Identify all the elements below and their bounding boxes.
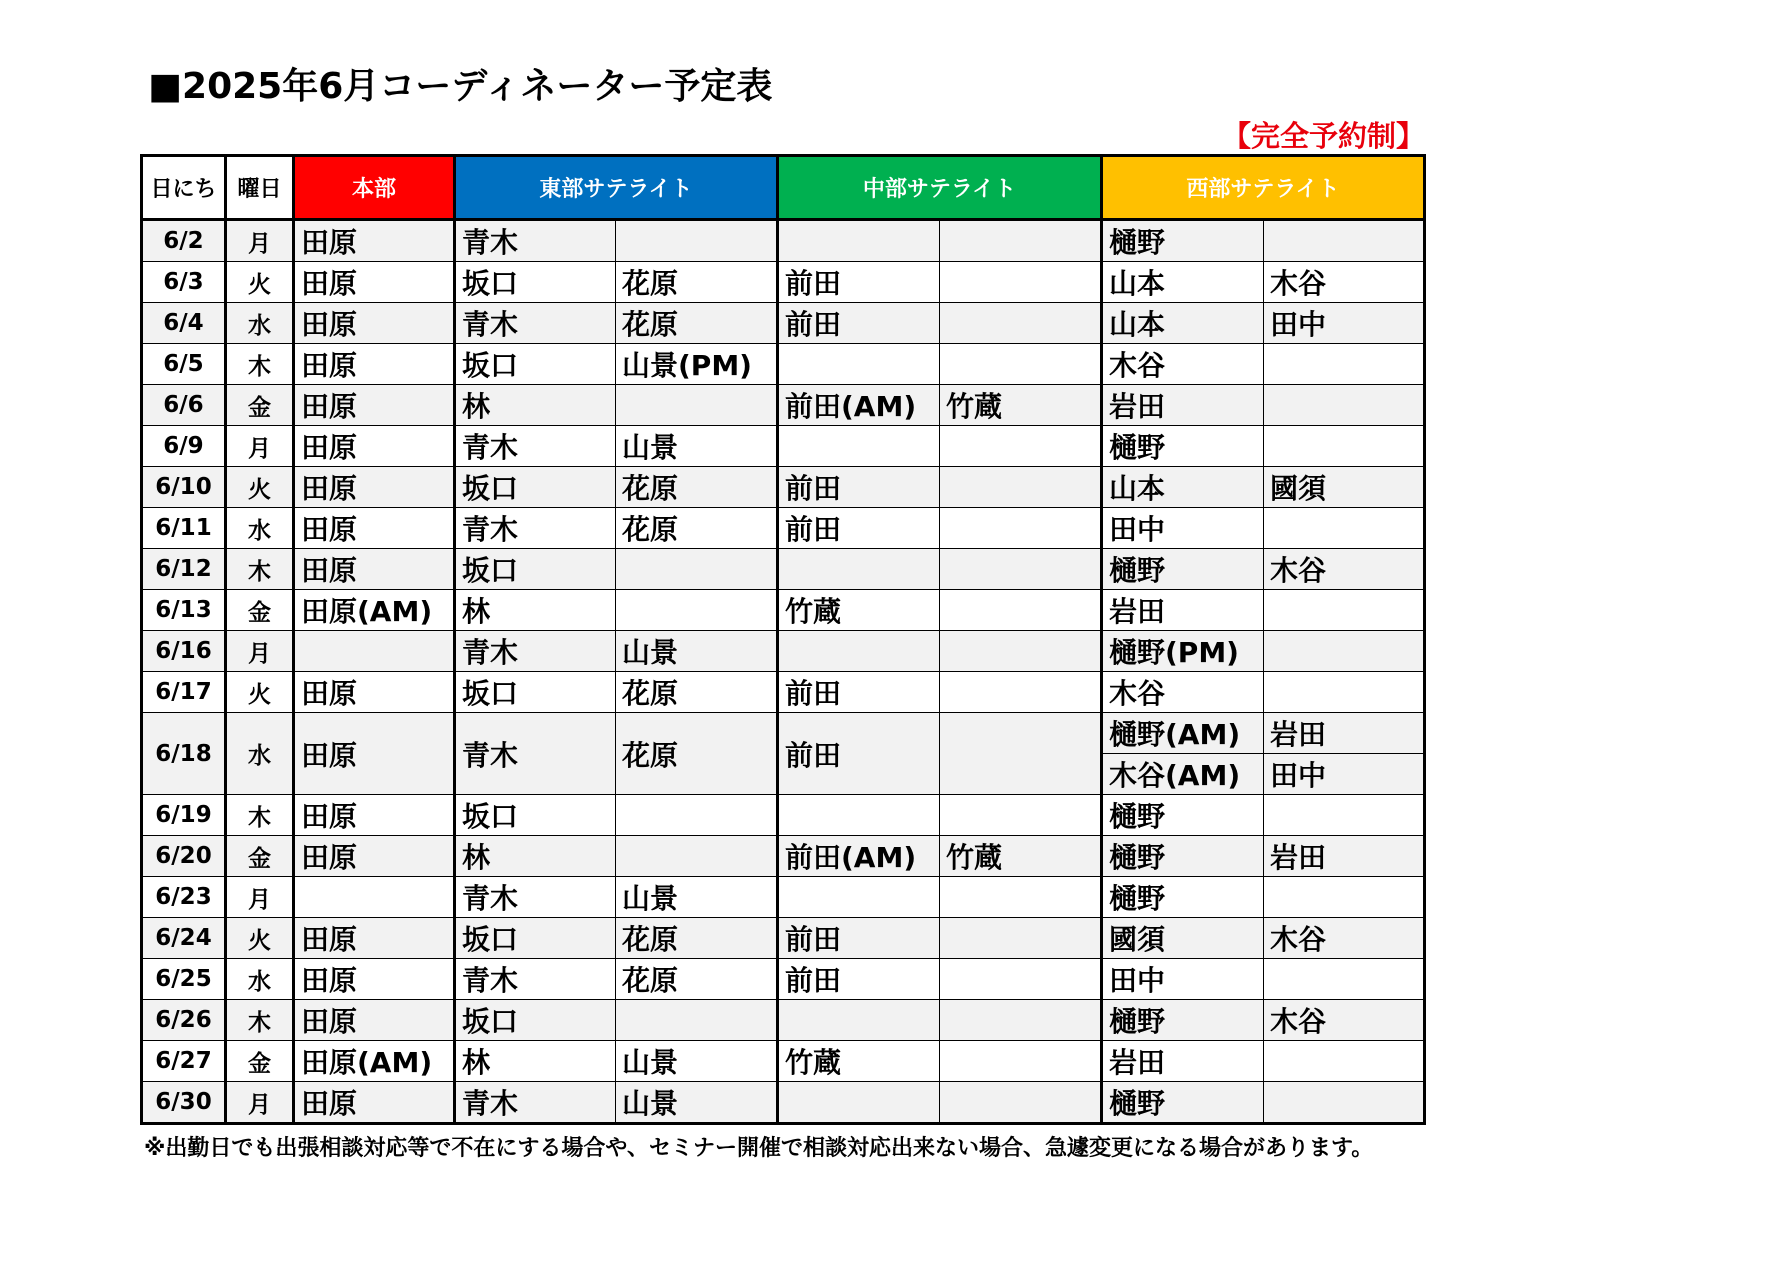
table-row xyxy=(142,385,1425,426)
mid-cell-1 xyxy=(778,220,940,262)
east-cell-1: 林 xyxy=(455,836,616,877)
honbu-cell: 田原(AM) xyxy=(294,590,455,631)
weekday-cell: 木 xyxy=(226,1000,294,1041)
weekday-cell: 水 xyxy=(226,508,294,549)
east-cell-2 xyxy=(616,1000,778,1041)
table-row xyxy=(142,1000,1425,1041)
schedule-table xyxy=(140,154,1426,1125)
west-cell-1: 樋野(AM) xyxy=(1102,713,1264,754)
weekday-cell: 木 xyxy=(226,344,294,385)
east-cell-1: 林 xyxy=(455,385,616,426)
east-cell-1: 坂口 xyxy=(455,795,616,836)
mid-cell-2 xyxy=(940,426,1102,467)
east-cell-1: 青木 xyxy=(455,713,616,795)
mid-cell-2 xyxy=(940,303,1102,344)
honbu-cell: 田原 xyxy=(294,713,455,795)
east-cell-2 xyxy=(616,836,778,877)
west-cell-2: 木谷 xyxy=(1264,549,1425,590)
honbu-cell: 田原 xyxy=(294,918,455,959)
weekday-cell: 金 xyxy=(226,1041,294,1082)
date-cell: 6/24 xyxy=(142,918,226,959)
east-cell-2: 花原 xyxy=(616,672,778,713)
west-cell-2 xyxy=(1264,795,1425,836)
weekday-cell: 木 xyxy=(226,549,294,590)
table-row xyxy=(142,672,1425,713)
east-cell-2: 花原 xyxy=(616,262,778,303)
weekday-cell: 金 xyxy=(226,385,294,426)
east-cell-2: 花原 xyxy=(616,713,778,795)
mid-cell-2 xyxy=(940,1082,1102,1124)
east-cell-2: 花原 xyxy=(616,959,778,1000)
west-cell-2: 木谷 xyxy=(1264,262,1425,303)
east-cell-1: 青木 xyxy=(455,1082,616,1124)
east-cell-1: 青木 xyxy=(455,959,616,1000)
mid-cell-2 xyxy=(940,713,1102,795)
west-cell-1: 木谷 xyxy=(1102,672,1264,713)
weekday-cell: 月 xyxy=(226,877,294,918)
mid-cell-2 xyxy=(940,795,1102,836)
honbu-cell: 田原 xyxy=(294,344,455,385)
mid-cell-1: 前田(AM) xyxy=(778,385,940,426)
weekday-cell: 火 xyxy=(226,918,294,959)
east-cell-1: 坂口 xyxy=(455,344,616,385)
honbu-cell: 田原 xyxy=(294,795,455,836)
east-cell-2 xyxy=(616,795,778,836)
honbu-cell: 田原 xyxy=(294,262,455,303)
mid-cell-1 xyxy=(778,549,940,590)
east-cell-1: 坂口 xyxy=(455,467,616,508)
date-cell: 6/17 xyxy=(142,672,226,713)
east-cell-1: 坂口 xyxy=(455,672,616,713)
mid-cell-2 xyxy=(940,262,1102,303)
west-cell-2 xyxy=(1264,426,1425,467)
east-cell-2: 花原 xyxy=(616,508,778,549)
honbu-cell: 田原 xyxy=(294,672,455,713)
table-row xyxy=(142,918,1425,959)
table-row xyxy=(142,220,1425,262)
date-cell: 6/13 xyxy=(142,590,226,631)
date-cell: 6/20 xyxy=(142,836,226,877)
west-cell-1: 樋野 xyxy=(1102,836,1264,877)
west-cell-1: 田中 xyxy=(1102,959,1264,1000)
east-cell-1: 青木 xyxy=(455,220,616,262)
honbu-cell: 田原 xyxy=(294,836,455,877)
table-row xyxy=(142,426,1425,467)
west-cell-1: 樋野 xyxy=(1102,1000,1264,1041)
weekday-cell: 月 xyxy=(226,1082,294,1124)
mid-cell-1: 前田 xyxy=(778,467,940,508)
date-cell: 6/16 xyxy=(142,631,226,672)
weekday-cell: 火 xyxy=(226,467,294,508)
west-cell-2: 國須 xyxy=(1264,467,1425,508)
date-cell: 6/23 xyxy=(142,877,226,918)
west-cell-1: 樋野 xyxy=(1102,877,1264,918)
west-cell-2 xyxy=(1264,385,1425,426)
mid-cell-2 xyxy=(940,508,1102,549)
east-cell-1: 林 xyxy=(455,1041,616,1082)
date-cell: 6/26 xyxy=(142,1000,226,1041)
date-cell: 6/27 xyxy=(142,1041,226,1082)
reservation-notice: 【完全予約制】 xyxy=(1222,119,1426,153)
west-cell-1: 木谷(AM) xyxy=(1102,754,1264,795)
west-cell-2: 木谷 xyxy=(1264,918,1425,959)
east-cell-2 xyxy=(616,549,778,590)
west-cell-1: 山本 xyxy=(1102,467,1264,508)
west-cell-2: 岩田 xyxy=(1264,836,1425,877)
table-row xyxy=(142,344,1425,385)
weekday-cell: 火 xyxy=(226,262,294,303)
date-cell: 6/4 xyxy=(142,303,226,344)
west-cell-2 xyxy=(1264,959,1425,1000)
east-cell-2: 花原 xyxy=(616,918,778,959)
east-cell-2: 山景(PM) xyxy=(616,344,778,385)
west-cell-2 xyxy=(1264,344,1425,385)
date-cell: 6/30 xyxy=(142,1082,226,1124)
west-cell-2 xyxy=(1264,1082,1425,1124)
mid-cell-2 xyxy=(940,549,1102,590)
mid-cell-1: 前田 xyxy=(778,672,940,713)
west-cell-2 xyxy=(1264,877,1425,918)
east-cell-2: 花原 xyxy=(616,467,778,508)
west-cell-2 xyxy=(1264,672,1425,713)
honbu-cell: 田原 xyxy=(294,959,455,1000)
mid-cell-2: 竹蔵 xyxy=(940,385,1102,426)
weekday-cell: 金 xyxy=(226,836,294,877)
mid-cell-1: 前田 xyxy=(778,959,940,1000)
east-cell-1: 青木 xyxy=(455,303,616,344)
date-cell: 6/2 xyxy=(142,220,226,262)
east-cell-1: 坂口 xyxy=(455,262,616,303)
date-cell: 6/25 xyxy=(142,959,226,1000)
honbu-cell: 田原 xyxy=(294,467,455,508)
west-cell-1: 山本 xyxy=(1102,262,1264,303)
honbu-cell: 田原 xyxy=(294,1082,455,1124)
mid-cell-1: 前田 xyxy=(778,303,940,344)
west-cell-1: 木谷 xyxy=(1102,344,1264,385)
west-cell-2: 田中 xyxy=(1264,303,1425,344)
mid-cell-2 xyxy=(940,918,1102,959)
west-cell-2 xyxy=(1264,220,1425,262)
date-cell: 6/9 xyxy=(142,426,226,467)
mid-cell-1 xyxy=(778,795,940,836)
east-cell-2: 山景 xyxy=(616,1041,778,1082)
west-cell-1: 樋野 xyxy=(1102,549,1264,590)
table-row xyxy=(142,877,1425,918)
east-cell-1: 青木 xyxy=(455,426,616,467)
mid-cell-2 xyxy=(940,877,1102,918)
honbu-cell xyxy=(294,631,455,672)
west-cell-1: 岩田 xyxy=(1102,1041,1264,1082)
weekday-cell: 木 xyxy=(226,795,294,836)
weekday-cell: 火 xyxy=(226,672,294,713)
west-cell-1: 岩田 xyxy=(1102,385,1264,426)
weekday-cell: 月 xyxy=(226,631,294,672)
east-cell-1: 坂口 xyxy=(455,1000,616,1041)
mid-cell-2 xyxy=(940,344,1102,385)
table-row xyxy=(142,795,1425,836)
west-cell-2 xyxy=(1264,590,1425,631)
west-cell-2 xyxy=(1264,631,1425,672)
table-row xyxy=(142,1082,1425,1124)
weekday-cell: 月 xyxy=(226,426,294,467)
header-west-satellite: 西部サテライト xyxy=(1102,156,1425,220)
west-cell-2: 木谷 xyxy=(1264,1000,1425,1041)
mid-cell-2 xyxy=(940,590,1102,631)
east-cell-2 xyxy=(616,590,778,631)
mid-cell-1: 竹蔵 xyxy=(778,590,940,631)
west-cell-1: 岩田 xyxy=(1102,590,1264,631)
table-row xyxy=(142,631,1425,672)
date-cell: 6/5 xyxy=(142,344,226,385)
date-cell: 6/12 xyxy=(142,549,226,590)
weekday-cell: 金 xyxy=(226,590,294,631)
west-cell-2: 田中 xyxy=(1264,754,1425,795)
honbu-cell: 田原 xyxy=(294,549,455,590)
page-title: ■2025年6月コーディネーター予定表 xyxy=(148,66,773,107)
date-cell: 6/6 xyxy=(142,385,226,426)
honbu-cell: 田原 xyxy=(294,426,455,467)
west-cell-1: 樋野 xyxy=(1102,795,1264,836)
mid-cell-1: 前田 xyxy=(778,262,940,303)
table-row xyxy=(142,262,1425,303)
header-honbu: 本部 xyxy=(294,156,455,220)
table-row xyxy=(142,713,1425,754)
east-cell-2 xyxy=(616,220,778,262)
east-cell-1: 青木 xyxy=(455,631,616,672)
honbu-cell: 田原 xyxy=(294,385,455,426)
mid-cell-1: 竹蔵 xyxy=(778,1041,940,1082)
mid-cell-1: 前田 xyxy=(778,508,940,549)
table-row xyxy=(142,590,1425,631)
mid-cell-2 xyxy=(940,959,1102,1000)
honbu-cell: 田原 xyxy=(294,303,455,344)
mid-cell-2 xyxy=(940,467,1102,508)
mid-cell-1: 前田 xyxy=(778,918,940,959)
mid-cell-1: 前田 xyxy=(778,713,940,795)
mid-cell-1 xyxy=(778,344,940,385)
west-cell-2 xyxy=(1264,1041,1425,1082)
weekday-cell: 水 xyxy=(226,303,294,344)
weekday-cell: 月 xyxy=(226,220,294,262)
honbu-cell: 田原 xyxy=(294,220,455,262)
mid-cell-1 xyxy=(778,1000,940,1041)
header-day: 曜日 xyxy=(226,156,294,220)
east-cell-1: 坂口 xyxy=(455,549,616,590)
table-row xyxy=(142,959,1425,1000)
mid-cell-2 xyxy=(940,1041,1102,1082)
date-cell: 6/18 xyxy=(142,713,226,795)
footnote: ※出勤日でも出張相談対応等で不在にする場合や、セミナー開催で相談対応出来ない場合、急遽変更になる場合があります。 xyxy=(144,1136,1374,1161)
table-row xyxy=(142,1041,1425,1082)
mid-cell-2 xyxy=(940,1000,1102,1041)
west-cell-1: 田中 xyxy=(1102,508,1264,549)
east-cell-1: 坂口 xyxy=(455,918,616,959)
weekday-cell: 水 xyxy=(226,713,294,795)
west-cell-1: 樋野 xyxy=(1102,426,1264,467)
east-cell-2: 花原 xyxy=(616,303,778,344)
east-cell-2: 山景 xyxy=(616,1082,778,1124)
east-cell-2: 山景 xyxy=(616,426,778,467)
honbu-cell: 田原 xyxy=(294,1000,455,1041)
schedule-body xyxy=(142,220,1425,1124)
west-cell-1: 山本 xyxy=(1102,303,1264,344)
east-cell-1: 青木 xyxy=(455,877,616,918)
table-row xyxy=(142,467,1425,508)
mid-cell-2: 竹蔵 xyxy=(940,836,1102,877)
east-cell-2 xyxy=(616,385,778,426)
mid-cell-2 xyxy=(940,220,1102,262)
mid-cell-1 xyxy=(778,426,940,467)
mid-cell-1 xyxy=(778,1082,940,1124)
mid-cell-2 xyxy=(940,631,1102,672)
mid-cell-2 xyxy=(940,672,1102,713)
table-row xyxy=(142,508,1425,549)
mid-cell-1 xyxy=(778,877,940,918)
mid-cell-1 xyxy=(778,631,940,672)
honbu-cell: 田原 xyxy=(294,508,455,549)
east-cell-2: 山景 xyxy=(616,631,778,672)
west-cell-1: 樋野 xyxy=(1102,220,1264,262)
west-cell-1: 國須 xyxy=(1102,918,1264,959)
header-date: 日にち xyxy=(142,156,226,220)
west-cell-1: 樋野 xyxy=(1102,1082,1264,1124)
date-cell: 6/11 xyxy=(142,508,226,549)
honbu-cell: 田原(AM) xyxy=(294,1041,455,1082)
date-cell: 6/3 xyxy=(142,262,226,303)
west-cell-2 xyxy=(1264,508,1425,549)
weekday-cell: 水 xyxy=(226,959,294,1000)
table-row xyxy=(142,549,1425,590)
west-cell-2: 岩田 xyxy=(1264,713,1425,754)
date-cell: 6/19 xyxy=(142,795,226,836)
header-east-satellite: 東部サテライト xyxy=(455,156,778,220)
east-cell-1: 青木 xyxy=(455,508,616,549)
east-cell-2: 山景 xyxy=(616,877,778,918)
east-cell-1: 林 xyxy=(455,590,616,631)
header-mid-satellite: 中部サテライト xyxy=(778,156,1102,220)
table-row xyxy=(142,303,1425,344)
honbu-cell xyxy=(294,877,455,918)
table-row xyxy=(142,836,1425,877)
mid-cell-1: 前田(AM) xyxy=(778,836,940,877)
west-cell-1: 樋野(PM) xyxy=(1102,631,1264,672)
header-row xyxy=(142,156,1425,220)
date-cell: 6/10 xyxy=(142,467,226,508)
